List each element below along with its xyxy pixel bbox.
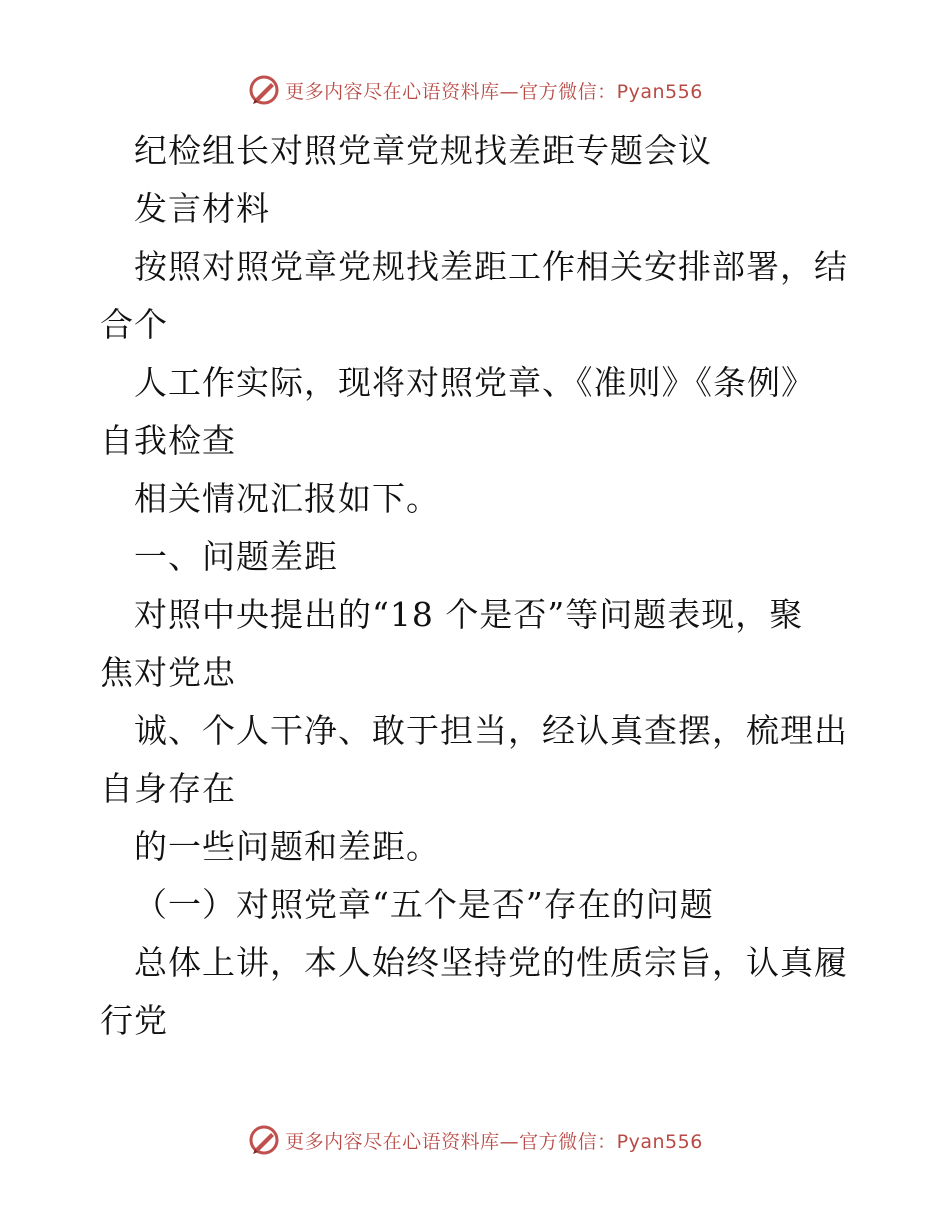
doc-line: 纪检组长对照党章党规找差距专题会议 (134, 131, 712, 170)
doc-line: 的一些问题和差距。 (134, 827, 440, 866)
doc-line: 自我检查 (100, 421, 236, 460)
doc-line: 按照对照党章党规找差距工作相关安排部署，结 (134, 247, 848, 286)
doc-line: 总体上讲，本人始终坚持党的性质宗旨，认真履 (134, 943, 848, 982)
doc-line: 对照中央提出的“18 个是否”等问题表现，聚 (134, 595, 804, 634)
pen-logo-icon (247, 73, 281, 107)
banner-text: 更多内容尽在心语资料库—官方微信：Pyan556 (285, 1130, 703, 1153)
doc-line: 人工作实际，现将对照党章、《准则》《条例》 (134, 363, 815, 402)
doc-line: 合个 (100, 305, 168, 344)
doc-line: 诚、个人干净、敢于担当，经认真查摆，梳理出 (134, 711, 848, 750)
doc-line: （一）对照党章“五个是否”存在的问题 (134, 885, 714, 924)
doc-line: 行党 (100, 1001, 168, 1040)
doc-line: 焦对党忠 (100, 653, 236, 692)
banner-text: 更多内容尽在心语资料库—官方微信：Pyan556 (285, 80, 703, 103)
footer-banner (0, 1120, 950, 1160)
doc-line: 相关情况汇报如下。 (134, 479, 440, 518)
document-body (100, 122, 860, 1050)
doc-line: 自身存在 (100, 769, 236, 808)
doc-line: 一、问题差距 (134, 537, 338, 576)
pen-logo-icon (247, 1123, 281, 1157)
doc-line: 发言材料 (134, 189, 270, 228)
header-banner (0, 70, 950, 110)
